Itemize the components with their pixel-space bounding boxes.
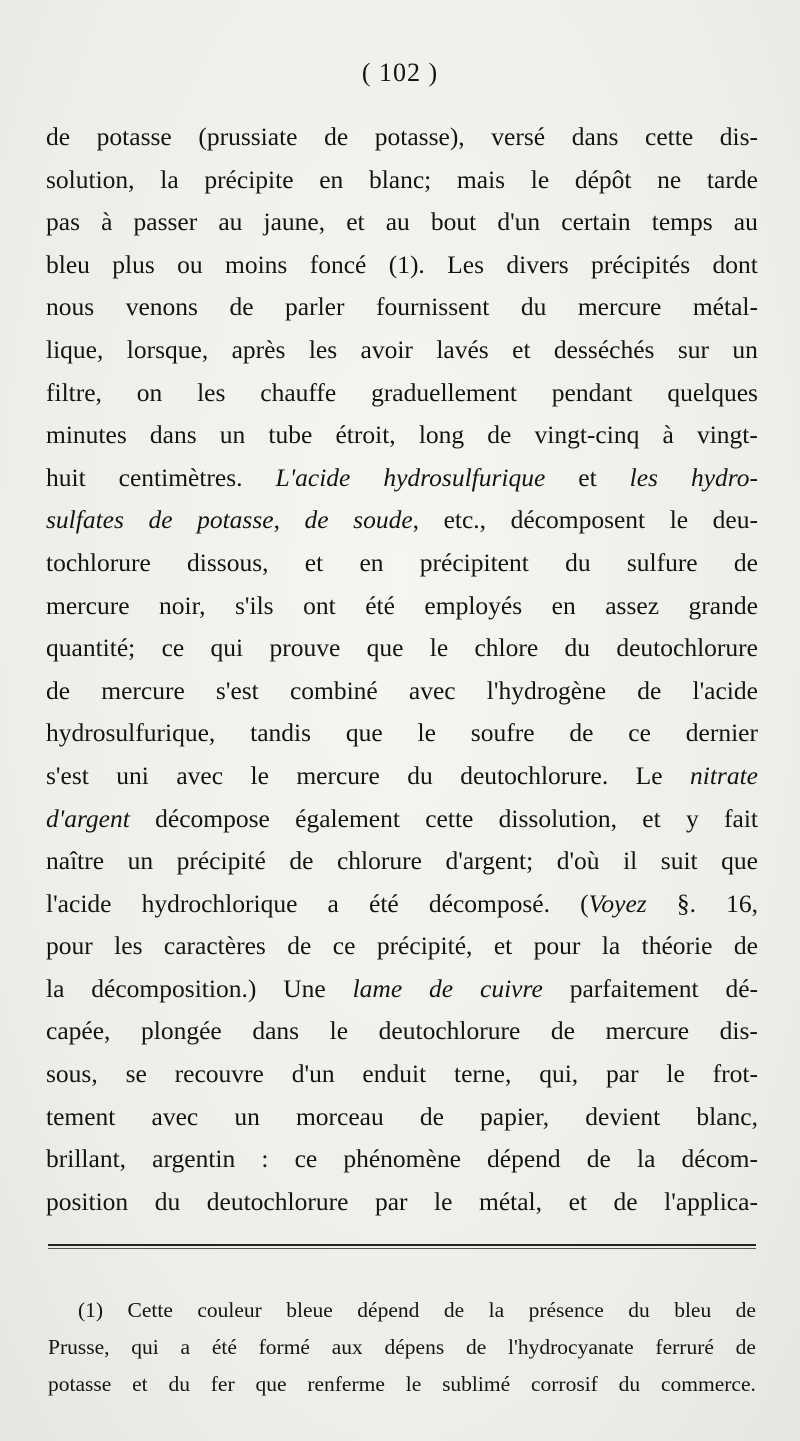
text-line: hydrosulfurique, tandis que le soufre de ce dernier (46, 718, 758, 748)
text-line: huit centimètres. L'acide hydrosulfurique et les hydro- (46, 462, 758, 492)
text-line: de potasse (prussiate de potasse), versé dans cette dis- (46, 122, 758, 151)
text-line: solution, la précipite en blanc; mais le dépôt ne tarde (46, 164, 758, 194)
footnote-line: (1) Cette couleur bleue dépend de la présence du bleu de (78, 1298, 756, 1322)
text-line: bleu plus ou moins foncé (1). Les divers précipités dont (46, 249, 758, 279)
text-line: tochlorure dissous, et en précipitent du sulfure de (46, 547, 758, 577)
text-line: position du deutochlorure par le métal, et de l'applica- (46, 1186, 758, 1216)
footnote (48, 1292, 756, 1403)
text-line: quantité; ce qui prouve que le chlore du deutochlorure (46, 633, 758, 663)
text-line: pour les caractères de ce précipité, et pour la théorie de (46, 931, 758, 961)
footnote-line: Prusse, qui a été formé aux dépens de l'hydrocyanate ferruré de (48, 1335, 756, 1359)
footnote-separator-rule (48, 1244, 756, 1249)
page-number: ( 102 ) (361, 58, 439, 87)
text-line: filtre, on les chauffe graduellement pendant quelques (46, 377, 758, 407)
text-line: sulfates de potasse, de soude, etc., décomposent le deu- (46, 505, 758, 535)
text-line: sous, se recouvre d'un enduit terne, qui, par le frot- (46, 1059, 758, 1089)
text-line: s'est uni avec le mercure du deutochlorure. Le nitrate (46, 760, 758, 790)
text-line: brillant, argentin : ce phénomène dépend de la décom- (46, 1144, 758, 1174)
text-line: lique, lorsque, après les avoir lavés et desséchés sur un (46, 334, 758, 364)
text-line: tement avec un morceau de papier, devient blanc, (46, 1101, 758, 1131)
text-line: d'argent décompose également cette dissolution, et y fait (46, 803, 758, 833)
text-line: capée, plongée dans le deutochlorure de mercure dis- (46, 1016, 758, 1046)
body-text (46, 116, 758, 1223)
text-line: l'acide hydrochlorique a été décomposé. (Voyez §. 16, (46, 888, 758, 918)
text-line: minutes dans un tube étroit, long de vingt-cinq à vingt- (46, 420, 758, 450)
text-line: mercure noir, s'ils ont été employés en assez grande (46, 590, 758, 620)
text-line: nous venons de parler fournissent du mercure métal- (46, 292, 758, 322)
text-line: de mercure s'est combiné avec l'hydrogène de l'acide (46, 675, 758, 705)
text-line: pas à passer au jaune, et au bout d'un certain temps au (46, 207, 758, 237)
text-line: la décomposition.) Une lame de cuivre parfaitement dé- (46, 973, 758, 1003)
text-line: naître un précipité de chlorure d'argent; d'où il suit que (46, 846, 758, 876)
footnote-line: potasse et du fer que renferme le sublimé corrosif du commerce. (48, 1372, 756, 1396)
